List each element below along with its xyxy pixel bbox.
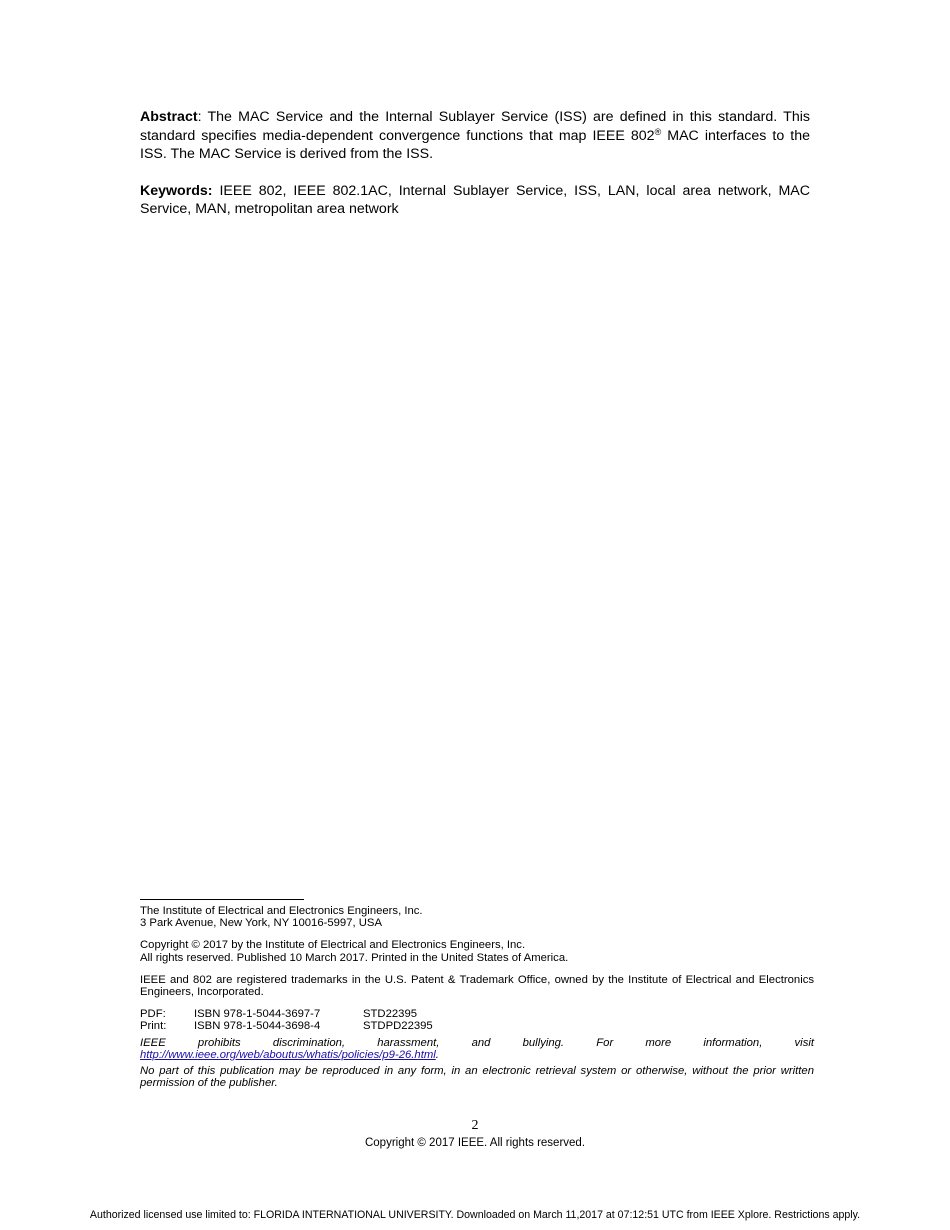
footnote-divider [140,899,304,900]
keywords-text: IEEE 802, IEEE 802.1AC, Internal Sublayer Service, ISS, LAN, local area network, MAC Service, MAN, metropolitan area network [140,182,810,217]
isbn-label: PDF: [140,1008,166,1021]
page-number: 2 [471,1118,479,1133]
policy-notice [140,1037,814,1061]
isbn-code: STDPD22395 [363,1020,433,1033]
license-notice: Authorized licensed use limited to: FLORIDA INTERNATIONAL UNIVERSITY. Downloaded on March 11,2017 at 07:12:51 UTC from IEEE Xplore. Restrictions apply. [89,1209,861,1221]
isbn-label: Print: [140,1020,167,1033]
isbn-row-print [140,1020,814,1032]
publisher-name: The Institute of Electrical and Electronics Engineers, Inc. [140,905,423,917]
publication-info [140,905,814,1089]
isbn-row-pdf [140,1008,814,1020]
isbn-code: STD22395 [363,1008,418,1021]
abstract-text-part1: : The MAC Service and the Internal Sublayer Service (ISS) are defined in this standard. This standard specifies media-dependent convergence functions that map IEEE 802 [140,109,810,144]
policy-suffix: . [435,1048,439,1061]
policy-text: IEEE prohibits discrimination, harassment, and bullying. For more information, visit [140,1036,814,1049]
copyright-line-1: Copyright © 2017 by the Institute of Electrical and Electronics Engineers, Inc. [140,939,526,952]
publisher-address: 3 Park Avenue, New York, NY 10016-5997, USA [140,917,382,930]
isbn-number: ISBN 978-1-5044-3697-7 [194,1008,321,1021]
abstract-label: Abstract [140,109,198,125]
keywords-label: Keywords: [140,182,213,199]
isbn-number: ISBN 978-1-5044-3698-4 [194,1020,321,1033]
abstract-paragraph [140,108,810,164]
abstract-section [140,108,810,219]
abstract-text-part2: MAC interfaces to the ISS. The MAC Service is derived from the ISS. [140,127,811,162]
policy-link[interactable]: http://www.ieee.org/web/aboutus/whatis/policies/p9-26.html [140,1048,436,1061]
registered-mark: ® [654,126,662,137]
keywords-paragraph [140,182,810,219]
reproduction-notice: No part of this publication may be reproduced in any form, in an electronic retrieval system or otherwise, without the prior written permission of the publisher. [140,1065,814,1090]
page-copyright: Copyright © 2017 IEEE. All rights reserved. [364,1137,586,1149]
trademark-notice: IEEE and 802 are registered trademarks in the U.S. Patent & Trademark Office, owned by the Institute of Electrical and Electronics Engineers, Incorporated. [140,973,814,999]
copyright-line-2: All rights reserved. Published 10 March 2017. Printed in the United States of America. [140,951,569,964]
